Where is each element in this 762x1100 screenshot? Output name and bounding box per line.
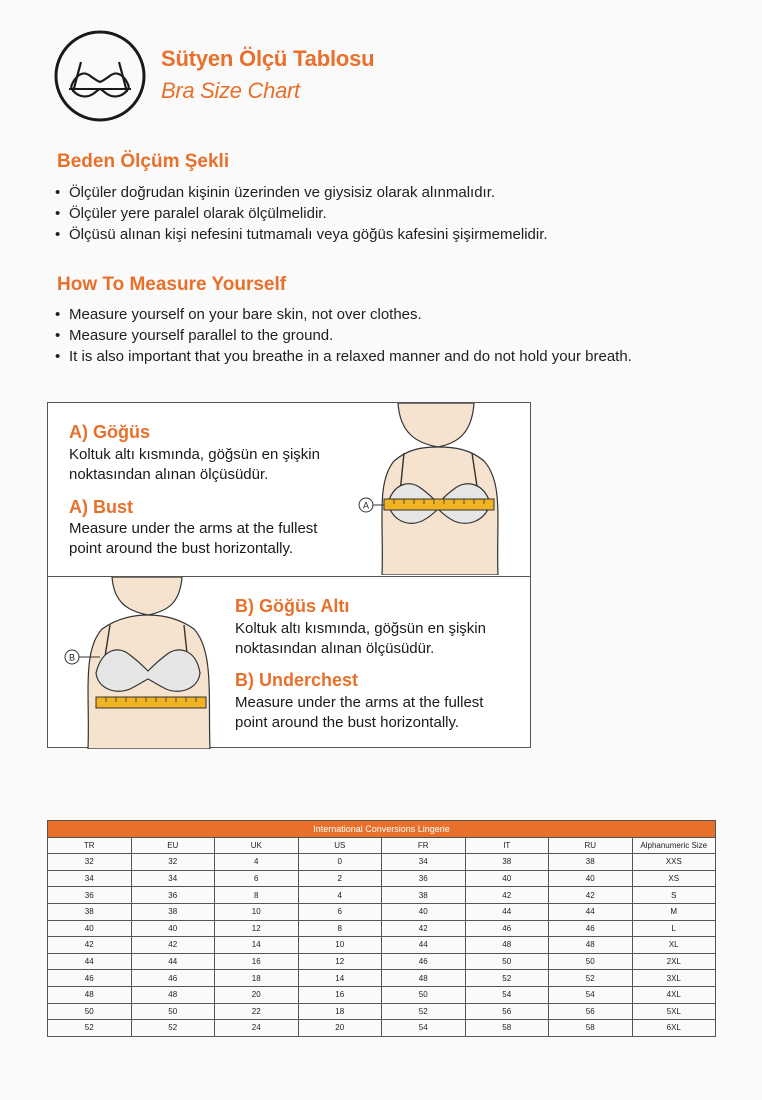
table-cell: 14 [298,970,382,987]
underchest-title-tr: B) Göğüs Altı [235,596,350,616]
table-cell: 3XL [632,970,716,987]
column-header: EU [131,837,215,854]
table-cell: 52 [48,1020,132,1037]
table-cell: 50 [131,1003,215,1020]
column-header: TR [48,837,132,854]
table-cell: 6 [298,903,382,920]
table-cell: 6 [215,870,299,887]
column-header: FR [382,837,466,854]
table-cell: 42 [382,920,466,937]
table-cell: 8 [298,920,382,937]
page-subtitle: Bra Size Chart [161,78,300,103]
table-cell: 48 [549,937,633,954]
bust-desc-en [69,519,317,559]
table-cell: 46 [131,970,215,987]
bust-title-tr: A) Göğüs [69,422,150,442]
table-cell: 34 [48,870,132,887]
underchest-desc-en [235,693,483,733]
table-cell: 42 [465,887,549,904]
table-row [48,970,716,987]
underchest-desc-tr [235,619,486,659]
bust-desc-tr-line: Koltuk altı kısmında, göğsün en şişkin [69,446,320,463]
table-cell: 18 [215,970,299,987]
table-row [48,887,716,904]
table-cell: 5XL [632,1003,716,1020]
table-cell: 48 [48,986,132,1003]
table-cell: 44 [382,937,466,954]
table-cell: 44 [48,953,132,970]
instructions-list-tr [55,182,548,245]
list-item: • Ölçüler yere paralel olarak ölçülmelidir. [55,203,548,224]
table-cell: 4 [298,887,382,904]
table-cell: 46 [549,920,633,937]
bust-desc-en-line: Measure under the arms at the fullest [69,520,318,537]
table-header-row [48,837,716,854]
bust-desc-tr [69,445,320,485]
list-item: • Ölçüsü alınan kişi nefesini tutmamalı veya göğüs kafesini şişirmemelidir. [55,224,548,245]
table-cell: 58 [549,1020,633,1037]
table-cell: 18 [298,1003,382,1020]
table-cell: 40 [549,870,633,887]
table-row [48,953,716,970]
table-cell: XS [632,870,716,887]
section-heading-tr: Beden Ölçüm Şekli [57,151,230,172]
table-cell: 42 [131,937,215,954]
table-cell: 36 [48,887,132,904]
table-body [48,854,716,1037]
table-cell: 10 [215,903,299,920]
table-row [48,920,716,937]
table-cell: 36 [382,870,466,887]
table-cell: 44 [131,953,215,970]
instructions-list-en [55,304,632,367]
table-row [48,1020,716,1037]
table-cell: 40 [382,903,466,920]
underchest-desc-en-line: Measure under the arms at the fullest [235,694,484,711]
table-cell: 44 [549,903,633,920]
bra-icon [53,29,147,123]
table-cell: 4XL [632,986,716,1003]
underchest-desc-tr-line: noktasından alınan ölçüsüdür. [235,640,435,657]
table-cell: 38 [465,854,549,871]
table-cell: 54 [549,986,633,1003]
table-cell: 2 [298,870,382,887]
list-item: • It is also important that you breathe in a relaxed manner and do not hold your breath. [55,346,632,367]
bust-desc-en-line: point around the bust horizontally. [69,540,294,557]
size-conversion-table [47,820,716,1037]
table-cell: 38 [549,854,633,871]
table-cell: 14 [215,937,299,954]
table-cell: L [632,920,716,937]
table-cell: 54 [382,1020,466,1037]
table-cell: 50 [382,986,466,1003]
table-cell: 8 [215,887,299,904]
table-cell: M [632,903,716,920]
table-cell: 2XL [632,953,716,970]
column-header: US [298,837,382,854]
table-cell: 46 [382,953,466,970]
table-cell: 4 [215,854,299,871]
underchest-title-en: B) Underchest [235,670,359,690]
table-cell: 50 [465,953,549,970]
column-header: RU [549,837,633,854]
bust-title-en: A) Bust [69,497,133,517]
table-cell: 24 [215,1020,299,1037]
table-cell: 16 [215,953,299,970]
table-row [48,937,716,954]
table-cell: 12 [298,953,382,970]
table-cell: 40 [131,920,215,937]
page-title: Sütyen Ölçü Tablosu [161,46,375,71]
table-cell: XL [632,937,716,954]
table-cell: 0 [298,854,382,871]
table-cell: 32 [48,854,132,871]
table-cell: 52 [465,970,549,987]
list-item: • Measure yourself on your bare skin, not over clothes. [55,304,632,325]
column-header: IT [465,837,549,854]
table-cell: 20 [298,1020,382,1037]
table-caption: International Conversions Lingerie [48,821,716,838]
table-row [48,870,716,887]
table-cell: 6XL [632,1020,716,1037]
table-cell: 42 [48,937,132,954]
table-cell: 22 [215,1003,299,1020]
table-cell: 50 [48,1003,132,1020]
table-cell: 38 [131,903,215,920]
table-cell: 52 [131,1020,215,1037]
table-cell: 16 [298,986,382,1003]
bust-illustration [358,403,530,575]
table-row [48,903,716,920]
table-cell: 46 [465,920,549,937]
table-cell: S [632,887,716,904]
table-cell: 38 [48,903,132,920]
table-cell: 56 [465,1003,549,1020]
table-cell: XXS [632,854,716,871]
table-cell: 52 [382,1003,466,1020]
table-cell: 46 [48,970,132,987]
table-cell: 40 [465,870,549,887]
table-cell: 56 [549,1003,633,1020]
table-cell: 34 [382,854,466,871]
table-cell: 48 [465,937,549,954]
table-cell: 44 [465,903,549,920]
list-item: • Ölçüler doğrudan kişinin üzerinden ve giysisiz olarak alınmalıdır. [55,182,548,203]
table-cell: 40 [48,920,132,937]
column-header: Alphanumeric Size [632,837,716,854]
table-cell: 36 [131,887,215,904]
table-cell: 12 [215,920,299,937]
section-heading-en: How To Measure Yourself [57,274,287,295]
table-cell: 10 [298,937,382,954]
table-cell: 38 [382,887,466,904]
table-cell: 52 [549,970,633,987]
underchest-marker-label: B [68,652,76,663]
bust-marker-label: A [362,500,370,511]
table-cell: 20 [215,986,299,1003]
column-header: UK [215,837,299,854]
underchest-illustration [48,577,220,749]
table-cell: 34 [131,870,215,887]
table-cell: 32 [131,854,215,871]
table-cell: 48 [131,986,215,1003]
measurement-panel [47,402,531,748]
underchest-desc-en-line: point around the bust horizontally. [235,714,460,731]
table-cell: 54 [465,986,549,1003]
table-row [48,1003,716,1020]
bust-desc-tr-line: noktasından alınan ölçüsüdür. [69,466,269,483]
table-row [48,854,716,871]
table-cell: 42 [549,887,633,904]
list-item: • Measure yourself parallel to the ground. [55,325,632,346]
table-cell: 58 [465,1020,549,1037]
table-row [48,986,716,1003]
table-cell: 48 [382,970,466,987]
underchest-desc-tr-line: Koltuk altı kısmında, göğsün en şişkin [235,620,486,637]
table-cell: 50 [549,953,633,970]
